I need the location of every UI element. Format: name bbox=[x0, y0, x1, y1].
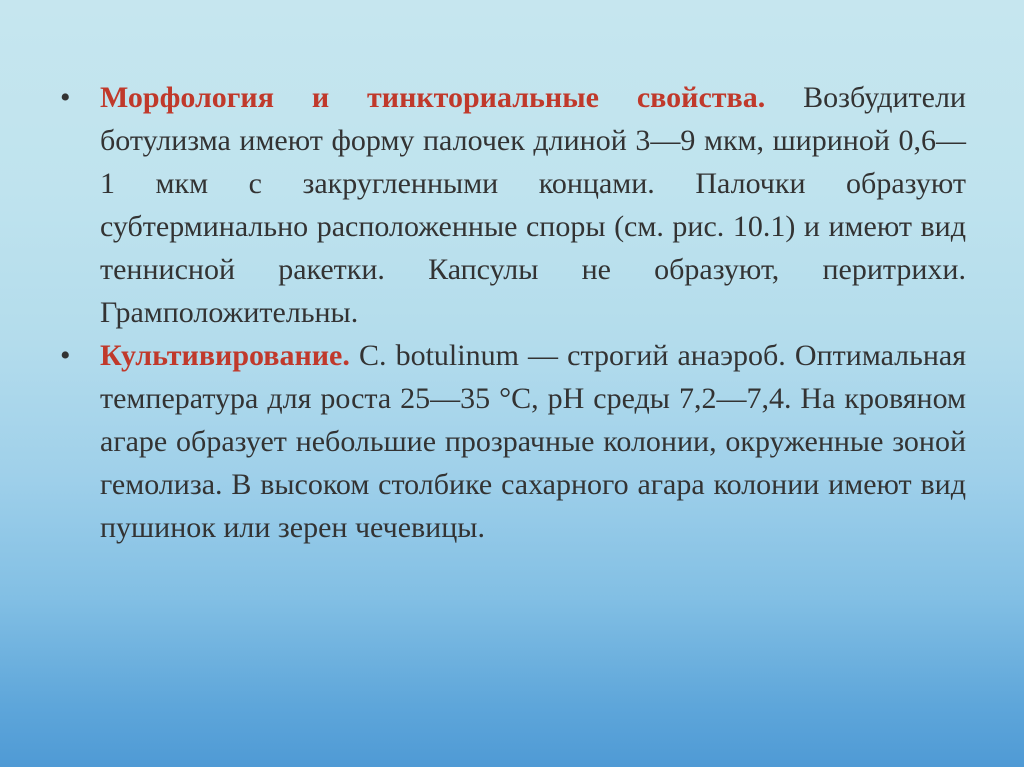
bullet-marker: • bbox=[60, 81, 71, 114]
bullet-cultivation bbox=[60, 334, 966, 549]
bullet-text-cultivation: С. botulinum — строгий анаэроб. Оптимальная температура для роста 25—35 °С, рН среды 7,2—7,4. На кровяном агаре образует небольшие прозрачные колонии, окруженные зоной гемолиза. В высоком столбике сахарного агара колонии имеют вид пушинок или зерен чечевицы. bbox=[100, 339, 966, 544]
bullet-text-morphology: Возбудители ботулизма имеют форму палочек длиной 3—9 мкм, шириной 0,6—1 мкм с закругленными концами. Палочки образуют субтерминально расположенные споры (см. рис. 10.1) и имеют вид теннисной ракетки. Капсулы не образуют, перитрихи. Грамположительны. bbox=[100, 81, 966, 329]
bullet-heading-cultivation: Культивирование. bbox=[100, 339, 350, 372]
bullet-marker: • bbox=[60, 339, 71, 372]
slide-content bbox=[60, 76, 966, 549]
bullet-heading-morphology: Морфология и тинкториальные свойства. bbox=[100, 81, 766, 114]
bullet-morphology bbox=[60, 76, 966, 334]
